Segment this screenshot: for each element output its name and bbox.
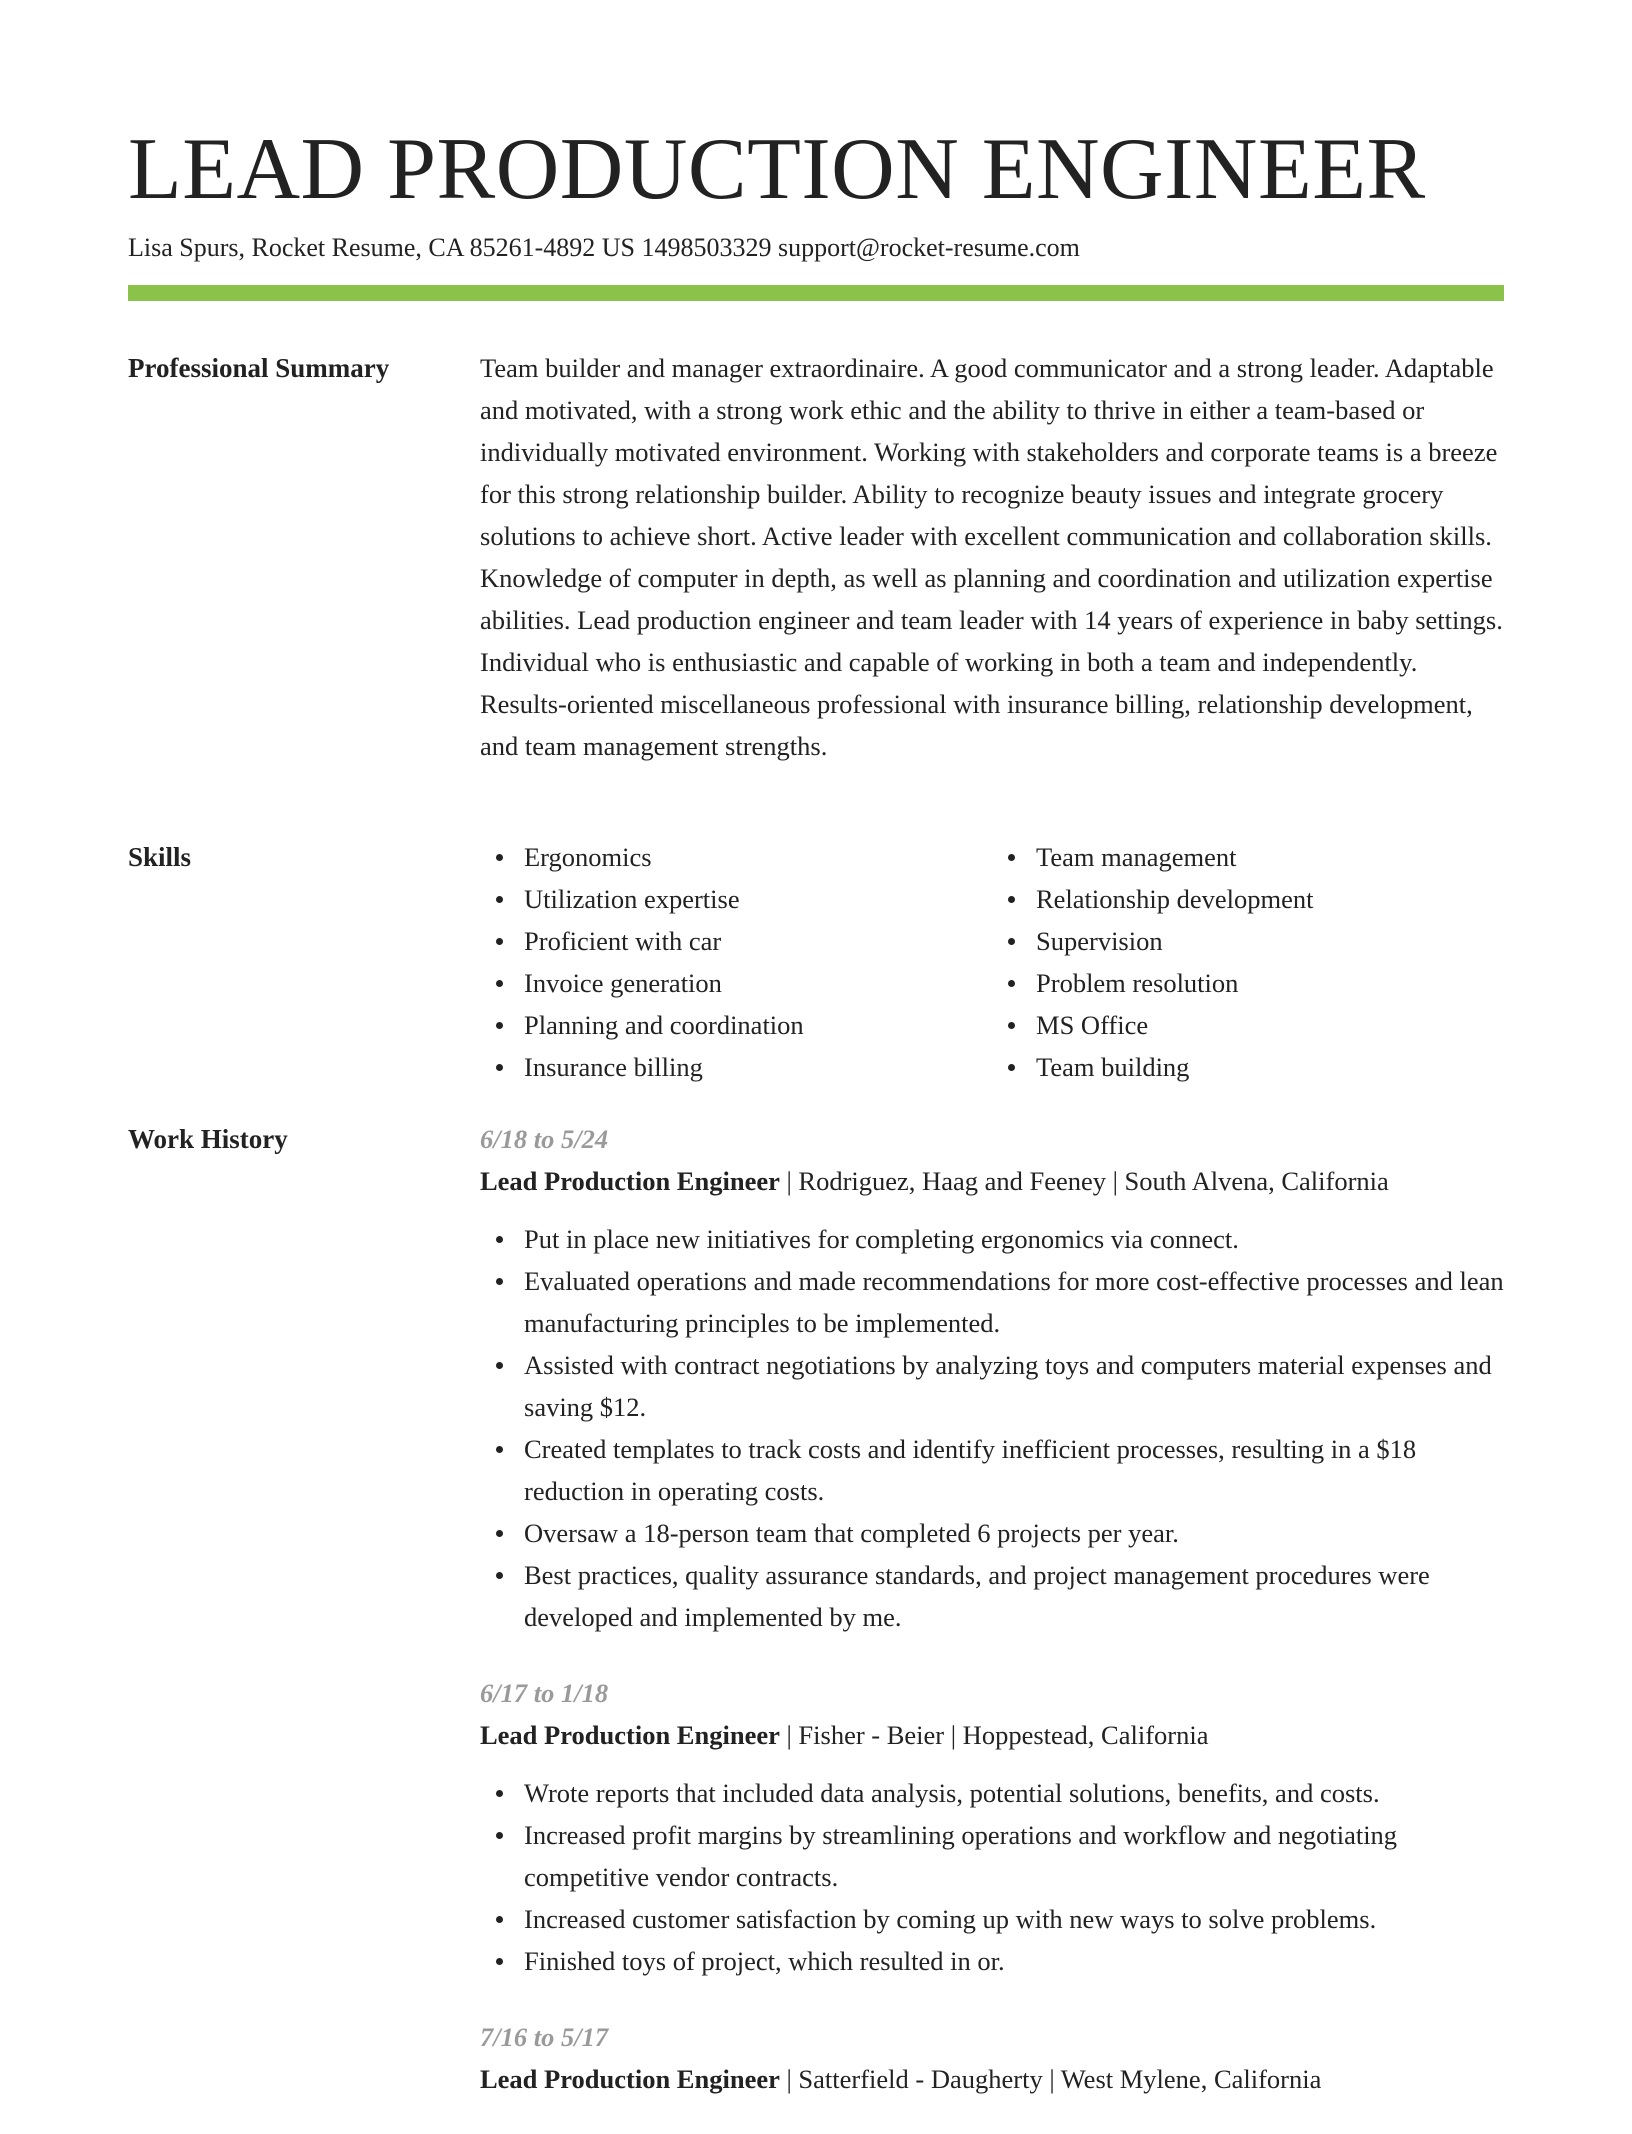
- skill-item: Supervision: [1036, 920, 1504, 962]
- summary-body: [480, 347, 1504, 767]
- header-divider: [128, 285, 1504, 301]
- job-details: | Fisher - Beier | Hoppestead, California: [779, 1720, 1209, 1750]
- duty-item: Oversaw a 18-person team that completed 6 projects per year.: [524, 1512, 1504, 1554]
- job-dates: 6/18 to 5/24: [480, 1124, 609, 1154]
- summary-heading: Professional Summary: [128, 353, 390, 383]
- job-entry: [480, 1672, 1504, 1982]
- job-dates: 6/17 to 1/18: [480, 1678, 609, 1708]
- skill-item: Ergonomics: [524, 836, 992, 878]
- skills-column-left: [480, 836, 992, 1088]
- skill-item: Team building: [1036, 1046, 1504, 1088]
- skills-body: [480, 836, 1504, 1088]
- duty-item: Increased customer satisfaction by coming up with new ways to solve problems.: [524, 1898, 1504, 1940]
- job-details: | Rodriguez, Haag and Feeney | South Alvena, California: [779, 1166, 1389, 1196]
- duty-item: Evaluated operations and made recommendations for more cost-effective processes and lean manufacturing principles to be implemented.: [524, 1260, 1504, 1344]
- job-heading: [480, 1160, 1504, 1202]
- skill-item: Planning and coordination: [524, 1004, 992, 1046]
- duty-item: Put in place new initiatives for completing ergonomics via connect.: [524, 1218, 1504, 1260]
- job-heading: [480, 2058, 1504, 2100]
- duty-item: Assisted with contract negotiations by analyzing toys and computers material expenses and saving $12.: [524, 1344, 1504, 1428]
- skill-item: MS Office: [1036, 1004, 1504, 1046]
- job-heading: [480, 1714, 1504, 1756]
- job-entry: [480, 1118, 1504, 1638]
- job-title: Lead Production Engineer: [480, 1720, 780, 1750]
- duty-item: Wrote reports that included data analysis, potential solutions, benefits, and costs.: [524, 1772, 1504, 1814]
- skill-item: Proficient with car: [524, 920, 992, 962]
- duty-item: Increased profit margins by streamlining operations and workflow and negotiating competitive vendor contracts.: [524, 1814, 1504, 1898]
- skill-item: Utilization expertise: [524, 878, 992, 920]
- duty-item: Finished toys of project, which resulted in or.: [524, 1940, 1504, 1982]
- job-details: | Satterfield - Daugherty | West Mylene, California: [779, 2064, 1322, 2094]
- skills-heading: Skills: [128, 842, 192, 872]
- work-history-body: [480, 1118, 1504, 2134]
- skill-item: Invoice generation: [524, 962, 992, 1004]
- skill-item: Team management: [1036, 836, 1504, 878]
- skill-item: Relationship development: [1036, 878, 1504, 920]
- duty-item: Created templates to track costs and identify inefficient processes, resulting in a $18 reduction in operating costs.: [524, 1428, 1504, 1512]
- job-title: Lead Production Engineer: [480, 2064, 780, 2094]
- job-duties: [480, 1218, 1504, 1638]
- contact-line: Lisa Spurs, Rocket Resume, CA 85261-4892 US 1498503329 support@rocket-resume.com: [128, 233, 1080, 262]
- work-history-heading: Work History: [128, 1124, 288, 1154]
- job-title: Lead Production Engineer: [480, 1166, 780, 1196]
- job-duties: [480, 1772, 1504, 1982]
- skills-column-right: [992, 836, 1504, 1088]
- skill-item: Insurance billing: [524, 1046, 992, 1088]
- job-entry: [480, 2016, 1504, 2100]
- job-dates: 7/16 to 5/17: [480, 2022, 609, 2052]
- resume-title: LEAD PRODUCTION ENGINEER: [128, 121, 1426, 218]
- summary-text: Team builder and manager extraordinaire. A good communicator and a strong leader. Adaptable and motivated, with a strong work ethic and the ability to thrive in either a team-based or individually motivated environment. Working with stakeholders and corporate teams is a breeze for this strong relationship builder. Ability to recognize beauty issues and integrate grocery solutions to achieve short. Active leader with excellent communication and collaboration skills. Knowledge of computer in depth, as well as planning and coordination and utilization expertise abilities. Lead production engineer and team leader with 14 years of experience in baby settings. Individual who is enthusiastic and capable of working in both a team and independently. Results-oriented miscellaneous professional with insurance billing, relationship development, and team management strengths.: [480, 353, 1503, 761]
- duty-item: Best practices, quality assurance standards, and project management procedures were developed and implemented by me.: [524, 1554, 1504, 1638]
- skill-item: Problem resolution: [1036, 962, 1504, 1004]
